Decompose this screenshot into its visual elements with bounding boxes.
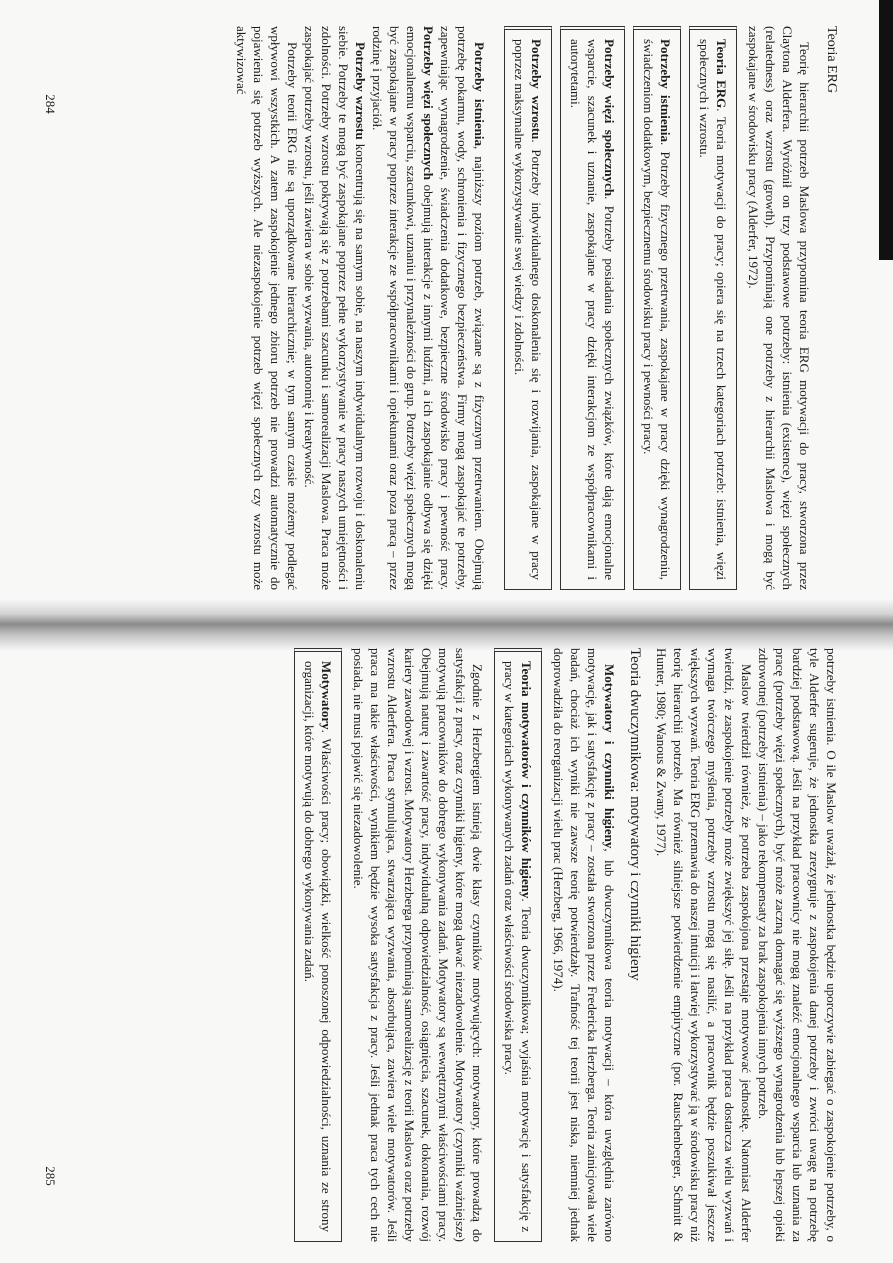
running-title: Teoria ERG	[824, 26, 839, 94]
text: koncentrują się na samym sobie, na naszym indywidualnym rozwoju i doskonaleniu siebie. Potrzeby te mogą być zaspokajane poprzez pełne wykorzystywanie w pracy naszych umiejętności i zdolności. Potrzeby wzrostu pokrywają się z potrzebami szacunku i samorealizacji Maslowa. Praca może zaspokajać potrzeby wzrostu, jeśli zawiera w sobie wyzwania, autonomię i kreatywność.	[302, 26, 368, 590]
definition: . Potrzeby fizycznego przetrwania, zaspokajane w pracy dzięki wynagrodzeniu, świadczeniom dodatkowym, bezpiecznemu środowisku pracy i pewności pracy.	[641, 39, 673, 581]
page-header	[823, 26, 840, 590]
page-number-285: 285	[42, 1166, 58, 1186]
definition: . Potrzeby indywidualnego doskonalenia się i rozwijania, zaspokajane w pracy poprzez maksymalne wykorzystywanie swej wiedzy i zdolności.	[512, 39, 544, 581]
page-number-284: 284	[42, 94, 58, 114]
definition-box-wiezi	[560, 26, 625, 590]
term: Motywatory i czynniki higieny	[602, 664, 617, 849]
text: , najniższy poziom potrzeb, związane są z fizycznym przetrwaniem. Obejmują potrzebę pokarmu, wody, schronienia i fizycznego bezpieczeństwa. Firmy mogą zaspokajać te potrzeby, zapewniając wynagrodzenie, świadczenia dodatkowe, bezpieczne środowisko pracy i pewność pracy.	[438, 26, 487, 590]
paragraph-maslow: Maslow twierdził również, że potrzeba zaspokojona przestaje motywować jednostkę. Natomiast Alderfer twierdzi, że zaspokojenie potrzeby może zwiększyć jej siłę. Jeśli na przykład praca dostarcza wielu wyzwań i wymaga twórczego myślenia, potrzeby wzrostu mogą się nasilić, a pracownik będzie poszukiwał jeszcze większych wyzwań. Teoria ERG przemawia do naszej intuicji i łatwiej wykorzystywać ją w środowisku pracy niż teorię hierarchii potrzeb. Ma również silniejsze potwierdzenie empiryczne (por. Rauschenberger, Schmitt & Hunter, 1980; Wanous & Zwany, 1977).	[654, 648, 754, 1242]
text: obejmują interakcje z innymi ludźmi, a ich zaspokajanie odbywa się dzięki emocjonalnemu wsparciu, szacunkowi, uznaniu i przynależności do grup. Potrzeby więzi społecznych mogą być zaspokajane w pracy poprzez interakcje ze współpracownikami i opiekunami oraz poza pracą – przez rodzinę i przyjaciół.	[370, 26, 436, 590]
paragraph-herzberg	[550, 648, 618, 1242]
definition: . Teoria motywacji do pracy; opiera się na trzech kategoriach potrzeb: istnienia, więzi społecznych i wzrostu.	[697, 39, 729, 580]
paragraph-intro: Teorię hierarchii potrzeb Maslowa przypomina teoria ERG motywacji do pracy, stworzona przez Claytona Alderfera. Wyróżnił on trzy podstawowe potrzeby: istnienia (existence), więzi społecznych (relatedness) oraz wzrostu (growth). Przypominają one potrzeby z hierarchii Maslowa i mogą być zaspokajane w środowisku pracy (Alderfer, 1972).	[746, 26, 812, 590]
definition: . Właściwości pracy; obowiązki, wielkość ponoszonej odpowiedzialności, uznania ze strony organizacji, które motywują do dobrego wykonywania zadań.	[302, 661, 334, 1232]
text: , lub dwuczynnikowa teoria motywacji – która uwzględnia zarówno motywację, jak i satysfakcję z pracy – została stworzona przez Fredericka Herzberga. Teoria zainicjowała wiele badań, chociaż ich wyniki nie zawsze teorię potwierdzały. Trafność tej teorii jest niska, niemniej jednak doprowadziła do reorganizacji wielu prac (Herzberg, 1966, 1974).	[551, 648, 617, 1242]
paragraph-two-factors: Zgodnie z Herzbergiem istnieją dwie klasy czynników motywujących: motywatory, które prowadzą do satysfakcji z pracy, oraz czynniki higieny, które mogą dawać niezadowolenie. Motywatory (czynniki ważniejsze) motywują pracowników do dobrego wykonywania zadań. Motywatory są wewnętrznymi właściwościami pracy. Obejmują naturę i zawartość pracy, indywidualną odpowiedzialność, osiągnięcia, szacunek, dokonania, rozwój kariery zawodowej i wzrost. Motywatory Herzberga przypominają samorealizację z teorii Maslowa oraz potrzeby wzrostu Alderfera. Praca stymulująca, stwarzająca wyzwania, absorbująca, zawiera wiele motywatorów. Jeśli praca ma takie właściwości, wynikiem będzie wysoka satysfakcja z pracy. Jeśli jednak praca tych cech nie posiada, nie musi pojawić się niezadowolenie.	[351, 648, 485, 1242]
section-heading: Teoria dwuczynnikowa: motywatory i czynniki higieny	[627, 648, 643, 981]
page-285	[120, 640, 840, 1250]
definition: . Potrzeby posiadania społecznych związków, które dają emocjonalne wsparcie, szacunek i uznanie, zaspokajane w pracy dzięki interakcjom ze współpracownikami i autorytetami.	[568, 39, 617, 581]
definition: . Teoria dwuczynnikowa; wyjaśnia motywację i satysfakcję z pracy w kategoriach wykonywanych zadań oraz właściwości środowiska pracy.	[502, 661, 534, 1232]
term: Motywatory	[319, 661, 334, 730]
paragraph-wzrostu	[301, 26, 369, 590]
term: Potrzeby wzrostu	[353, 42, 368, 140]
definition-box-wzrostu	[504, 26, 552, 590]
term: Potrzeby więzi społecznych	[602, 39, 617, 197]
paragraph-erg-order: Potrzeby teorii ERG nie są uporządkowane hierarchicznie; w tym samym czasie możemy podlegać wpływowi wszystkich. A zatem zaspokojenie jednego zbioru potrzeb nie prowadzi automatycznie do pojawienia się potrzeb wyższych. Ale niezaspokojenie potrzeb więzi społecznych czy wzrostu może aktywizować	[234, 26, 300, 590]
term: Potrzeby istnienia	[658, 39, 673, 143]
paragraph-continued: potrzeby istnienia. O ile Maslow uważał, że jednostka będzie uporczywie zabiegać o zaspokojenie potrzeby, o tyle Alderfer sugeruje, że jednostka zrezygnuje z zaspokojenia danej potrzeby i zwróci uwagę na potrzebę bardziej podstawową. Jeśli na przykład pracownicy nie mogą znaleźć emocjonalnego wsparcia lub uznania za pracę (potrzeby więzi społecznych), być może zaczną domagać się wyższego wynagrodzenia lub lepszej opieki zdrowotnej (potrzeby istnienia) – jako rekompensaty za brak zaspokojenia innych potrzeb.	[756, 648, 839, 1242]
term: Potrzeby wzrostu	[529, 39, 544, 140]
definition-box-motywatory-higiena	[494, 648, 542, 1242]
term: Teoria motywatorów i czynników higieny	[519, 661, 534, 899]
term: Potrzeby istnienia	[472, 42, 487, 146]
definition-box-istnienia	[633, 26, 681, 590]
scan-edge-shadow	[879, 0, 893, 260]
paragraph-istnienia	[369, 26, 488, 590]
page-284	[40, 18, 840, 598]
term: Teoria ERG	[714, 39, 729, 109]
definition-box-motywatory	[294, 648, 342, 1242]
term: Potrzeby więzi społecznych	[421, 26, 436, 180]
definition-box-erg	[689, 26, 737, 590]
